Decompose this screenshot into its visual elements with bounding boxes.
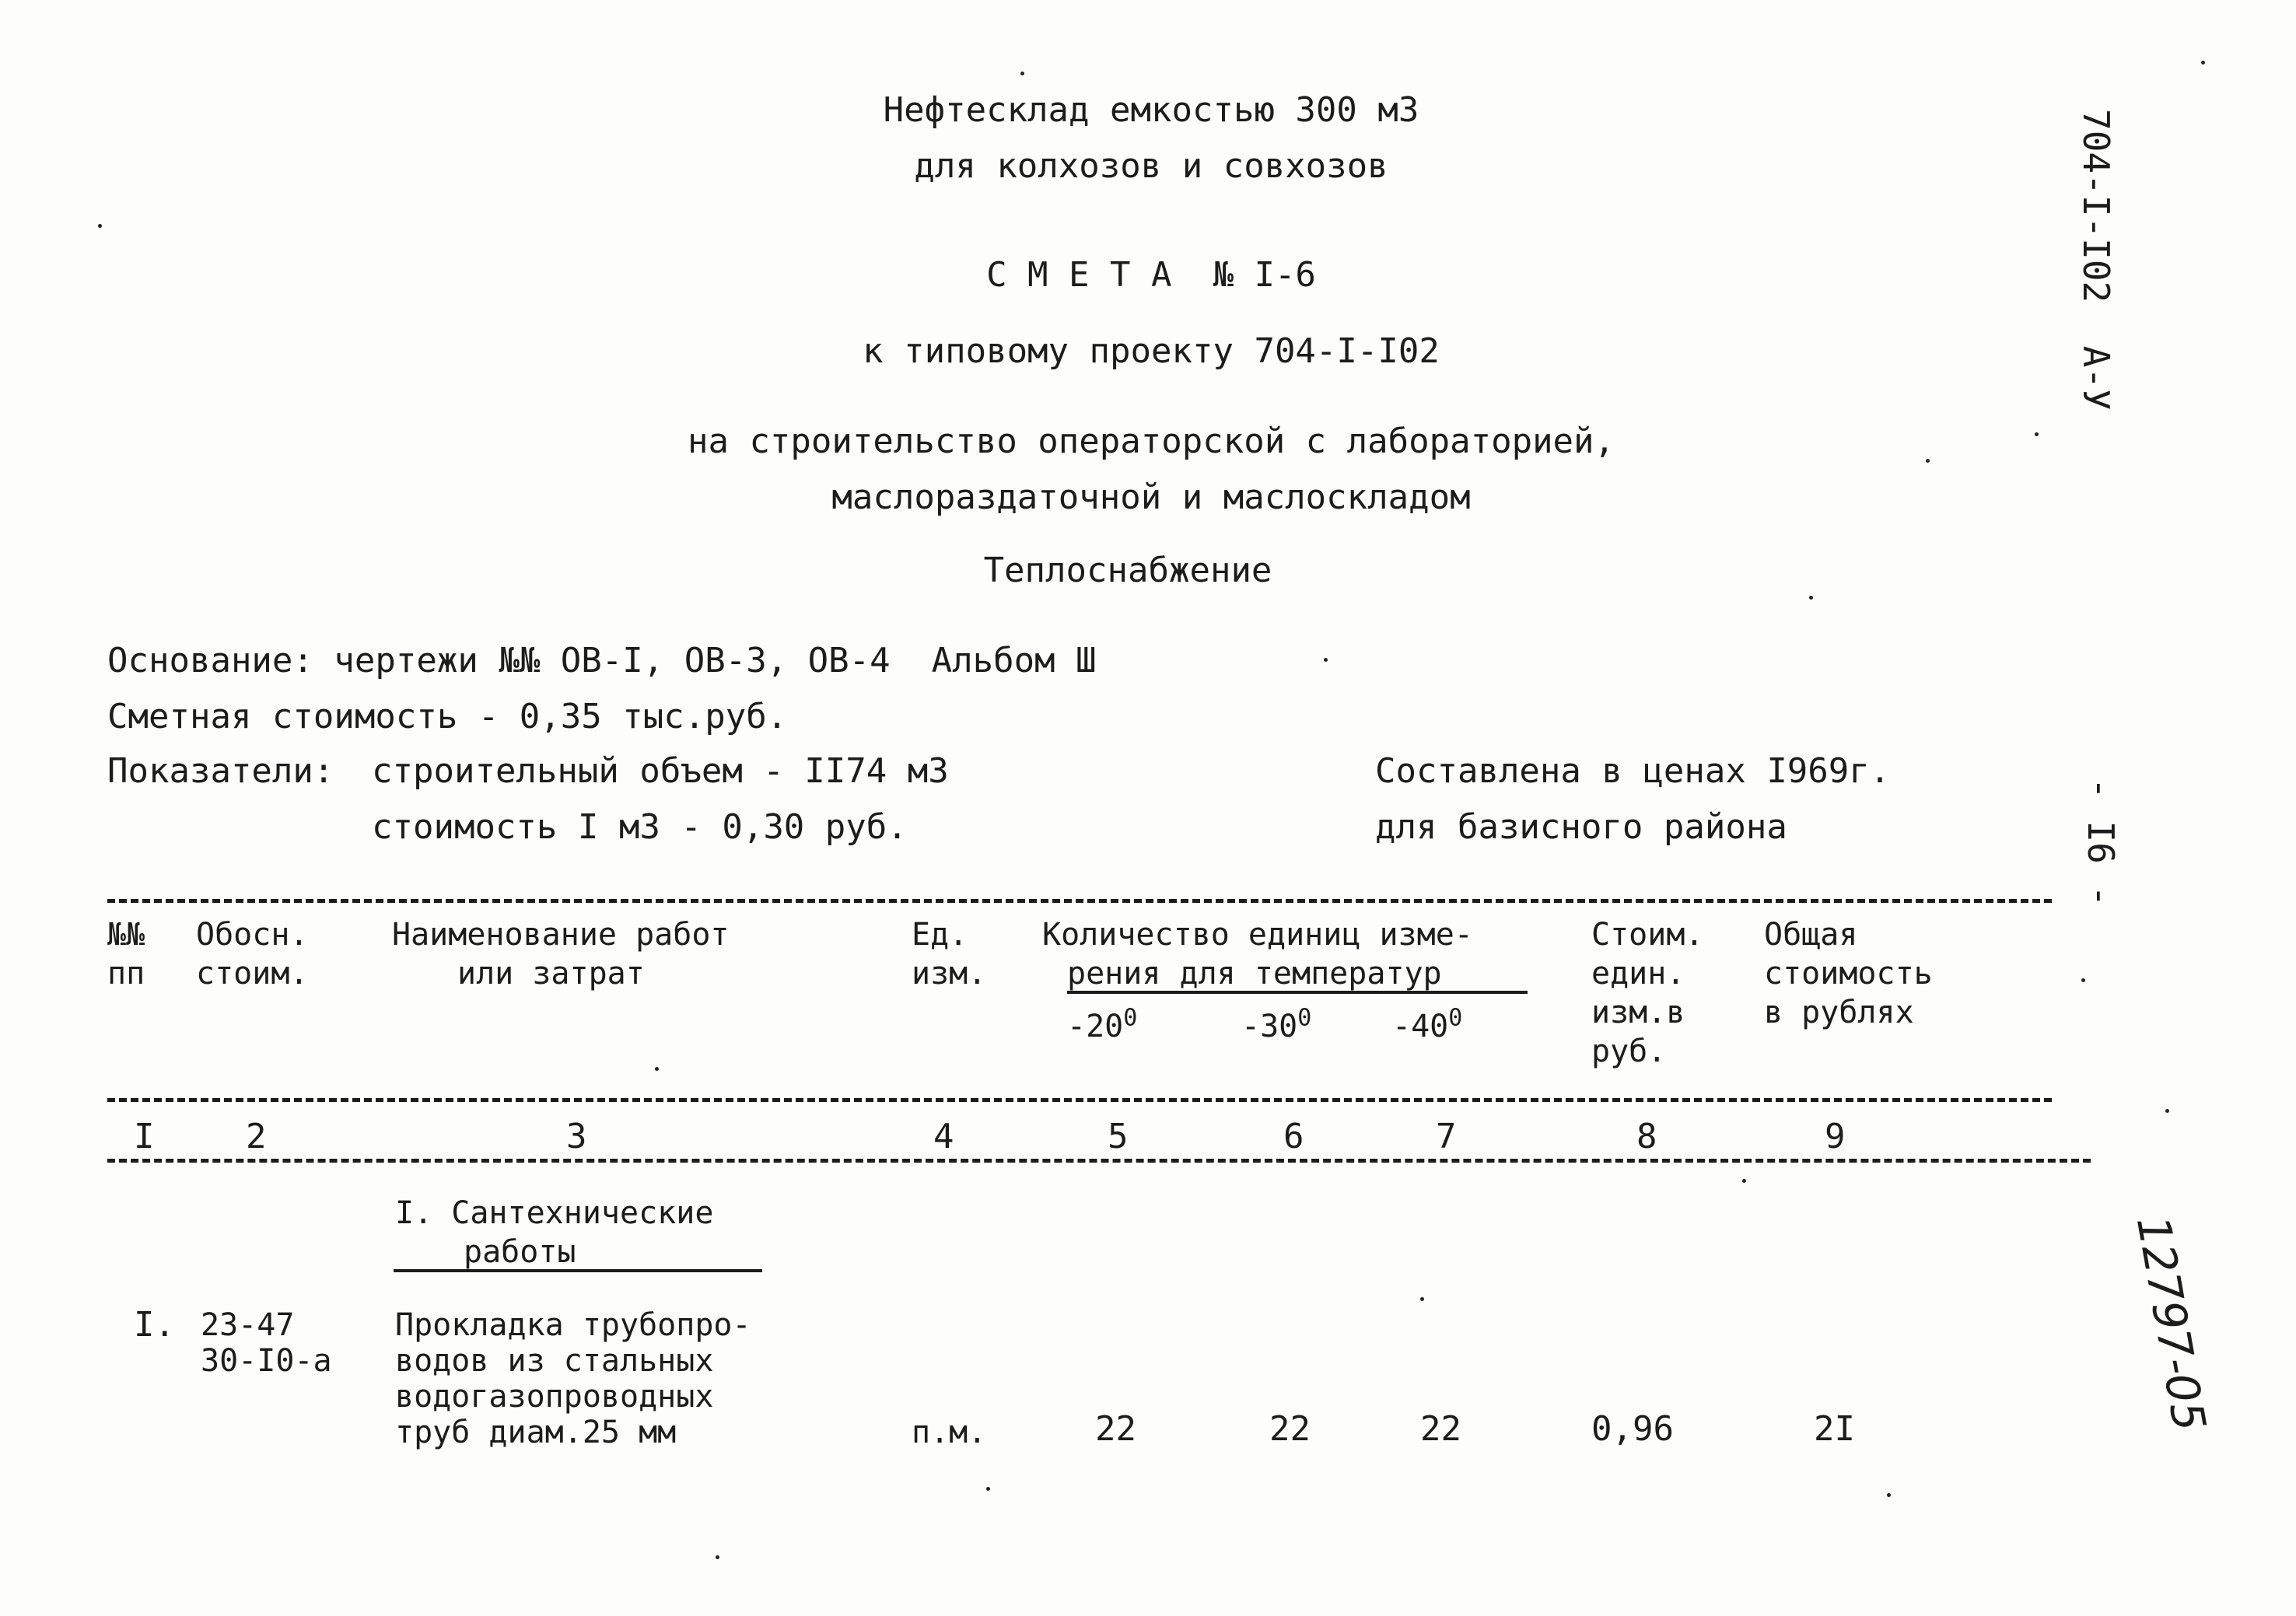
header-total-line2: стоимость xyxy=(1764,956,1933,992)
scan-speck xyxy=(1020,72,1024,75)
row-name-line1: Прокладка трубопро- xyxy=(395,1307,751,1343)
colnum-8: 8 xyxy=(1636,1117,1657,1156)
scan-speck xyxy=(1926,459,1930,463)
row-name-line3: водогазопроводных xyxy=(395,1379,714,1415)
scan-speck xyxy=(2035,432,2039,436)
row-qty-minus20: 22 xyxy=(1095,1409,1136,1449)
header-temp-30: $-30^0$ xyxy=(1241,1004,1312,1044)
table-header-rule xyxy=(107,1098,2052,1102)
table-top-rule xyxy=(107,899,2052,903)
cost-per-m3: стоимость I м3 - 0,30 руб. xyxy=(372,807,908,847)
scan-speck xyxy=(1887,1493,1891,1497)
row-basis-line2: 30-I0-а xyxy=(201,1343,332,1379)
section-title-line2: работы xyxy=(464,1234,576,1270)
header-num-line1: №№ xyxy=(107,917,145,953)
colnum-4: 4 xyxy=(933,1117,954,1156)
side-project-code: 704-I-I02 А-У xyxy=(2075,109,2117,411)
row-basis-line1: 23-47 xyxy=(201,1307,295,1343)
estimated-cost: Сметная стоимость - 0,35 тыс.руб. xyxy=(107,697,788,736)
scan-speck xyxy=(986,1487,990,1491)
row-name-line2: водов из стальных xyxy=(395,1343,714,1379)
colnum-5: 5 xyxy=(1108,1117,1129,1156)
scan-speck xyxy=(2165,1109,2169,1113)
colnum-9: 9 xyxy=(1825,1117,1846,1156)
scan-speck xyxy=(1742,1179,1746,1183)
header-unitcost-line3: изм.в xyxy=(1591,995,1685,1030)
header-qty-line2: рения для температур xyxy=(1067,956,1442,992)
row-number: I. xyxy=(134,1305,175,1345)
header-qty-line1: Количество единиц изме- xyxy=(1042,917,1473,953)
header-unitcost-line4: руб. xyxy=(1591,1034,1667,1069)
row-total: 2I xyxy=(1814,1409,1855,1449)
row-qty-minus30: 22 xyxy=(1269,1409,1311,1449)
header-name-line2: или затрат xyxy=(457,956,645,992)
header-unit-line2: изм. xyxy=(912,956,987,992)
section-heading: Теплоснабжение xyxy=(983,551,1272,590)
header-total-line3: в рублях xyxy=(1764,995,1914,1030)
section-title-line1: I. Сантехнические xyxy=(395,1195,714,1231)
doc-title-line2: для колхозов и совхозов xyxy=(914,146,1388,186)
colnum-3: 3 xyxy=(566,1117,587,1156)
doc-title-line1: Нефтесклад емкостью 300 м3 xyxy=(883,90,1419,130)
header-temp-20: $-20^0$ xyxy=(1067,1004,1138,1044)
row-unit: п.м. xyxy=(912,1415,987,1450)
smeta-title: С М Е Т А № I-6 xyxy=(986,255,1316,295)
row-unit-cost: 0,96 xyxy=(1591,1409,1674,1449)
price-basis-line1: Составлена в ценах I969г. xyxy=(1375,751,1891,791)
scan-speck xyxy=(1809,596,1813,600)
scan-speck xyxy=(655,1067,659,1071)
header-total-line1: Общая xyxy=(1764,917,1858,953)
header-num-line2: пп xyxy=(107,956,145,992)
colnum-6: 6 xyxy=(1283,1117,1304,1156)
scan-speck xyxy=(1324,658,1328,662)
purpose-line2: маслораздаточной и маслоскладом xyxy=(831,477,1471,517)
colnum-2: 2 xyxy=(246,1117,267,1156)
table-colnum-rule xyxy=(107,1159,2091,1163)
side-page-number: - I6 - xyxy=(2080,778,2122,908)
side-archive-number: 12797-05 xyxy=(2126,1212,2217,1436)
header-basis-line2: стоим. xyxy=(196,956,309,992)
scan-speck xyxy=(1420,1297,1424,1301)
header-qty-underline xyxy=(1067,991,1528,994)
scan-speck xyxy=(716,1555,719,1559)
building-volume: строительный объем - II74 м3 xyxy=(372,751,949,791)
scan-speck xyxy=(2201,61,2205,65)
header-unitcost-line2: един. xyxy=(1591,956,1685,992)
indicators-label: Показатели: xyxy=(107,751,334,791)
purpose-line1: на строительство операторской с лабораторией, xyxy=(687,421,1615,461)
scan-speck xyxy=(98,224,102,228)
basis-line: Основание: чертежи №№ ОВ-I, ОВ-3, ОВ-4 Альбом Ш xyxy=(107,641,1097,680)
header-name-line1: Наименование работ xyxy=(392,917,730,953)
header-unit-line1: Ед. xyxy=(912,917,968,953)
colnum-1: I xyxy=(134,1117,155,1156)
header-unitcost-line1: Стоим. xyxy=(1591,917,1704,953)
row-qty-minus40: 22 xyxy=(1420,1409,1461,1449)
colnum-7: 7 xyxy=(1436,1117,1457,1156)
header-temp-40: $-40^0$ xyxy=(1392,1004,1463,1044)
scan-speck xyxy=(2081,978,2085,982)
row-name-line4: труб диам.25 мм xyxy=(395,1415,677,1450)
header-basis-line1: Обосн. xyxy=(196,917,309,953)
project-reference: к типовому проекту 704-I-I02 xyxy=(863,331,1440,371)
price-basis-line2: для базисного района xyxy=(1375,807,1787,847)
section-title-underline xyxy=(394,1269,762,1272)
